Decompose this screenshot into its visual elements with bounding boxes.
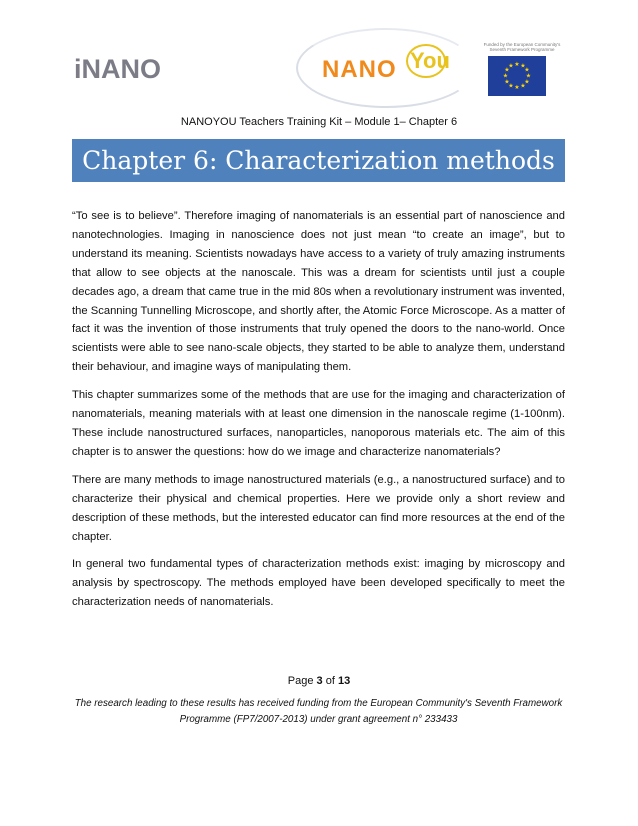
kit-header-title: NANOYOU Teachers Training Kit – Module 1– Chapter 6	[180, 116, 458, 128]
svg-text:★: ★	[524, 78, 530, 86]
nanoyou-logo-nano: NANO	[322, 56, 397, 83]
paragraph: “To see is to believe”. Therefore imaging of nanomaterials is an essential part of nanoscience and nanotechnologies. Imaging in nanoscience does not just mean “to create an image”, but to understand its meaning. Scientists nowadays have access to a variety of truly amazing instruments that allow to see objects at the nanoscale. This was a dream for scientists until just a couple decades ago, a dream that came true in the mid 80s when a revolutionary instrument was invented, the Scanning Tunnelling Microscope, and shortly after, the Atomic Force Microscope. As a matter of fact it was the invention of those instruments that truly opened the doors to the nano-world. Once scientists were able to see nano-scale objects, they started to be able to analyze them, understand their behaviour, and imagine ways of manipulating them.	[72, 210, 565, 374]
svg-text:★: ★	[514, 61, 520, 68]
page-of: of	[325, 675, 335, 687]
funding-note: The research leading to these results has received funding from the European Community's Seventh Framework Programme (FP7/2007-2013) under grant agreement n° 233433	[74, 698, 563, 725]
page-label: Page	[287, 675, 314, 687]
inano-logo	[74, 52, 174, 92]
page-number	[0, 675, 638, 687]
eu-funding-logo	[480, 42, 560, 98]
svg-text:★: ★	[508, 62, 514, 70]
svg-text:★: ★	[504, 78, 510, 86]
eu-flag-icon	[488, 56, 546, 96]
svg-text:★: ★	[524, 66, 530, 74]
svg-text:★: ★	[504, 66, 510, 74]
chapter-body	[72, 207, 565, 621]
paragraph: This chapter summarizes some of the methods that are use for the imaging and characterization of nanomaterials, meaning materials with at least one dimension in the nanoscale regime (1-100nm). These include nanostructured surfaces, nanoparticles, nanoporous materials etc. The aim of this chapter is to answer the questions: how do we image and characterize nanomaterials?	[72, 389, 565, 458]
paragraph: There are many methods to image nanostructured materials (e.g., a nanostructured surface) and to characterize their physical and chemical properties. Here we provide only a short review and description of these methods, but the interested educator can find more resources at the end of the chapter.	[72, 473, 565, 543]
svg-text:★: ★	[525, 72, 532, 80]
nanoyou-logo	[288, 22, 476, 108]
chapter-title: Chapter 6: Characterization methods	[82, 146, 555, 175]
paragraph: In general two fundamental types of characterization methods exist: imaging by microscopy and analysis by spectroscopy. The methods employed have been developed specifically to meet the characterization needs of nanomaterials.	[72, 558, 565, 609]
inano-logo-text: iNANO	[74, 54, 161, 84]
chapter-title-banner	[72, 139, 565, 182]
svg-text:★: ★	[520, 82, 526, 90]
page-current: 3	[316, 675, 323, 687]
eu-stars-icon	[488, 56, 546, 96]
svg-text:★: ★	[508, 82, 514, 90]
svg-text:★: ★	[520, 62, 526, 70]
page-total: 13	[337, 675, 351, 687]
eu-caption: Funded by the European Community's Seventh Framework Programme	[483, 42, 561, 52]
svg-text:★: ★	[502, 72, 509, 80]
svg-text:★: ★	[514, 84, 520, 91]
nanoyou-logo-you: You	[410, 48, 450, 73]
